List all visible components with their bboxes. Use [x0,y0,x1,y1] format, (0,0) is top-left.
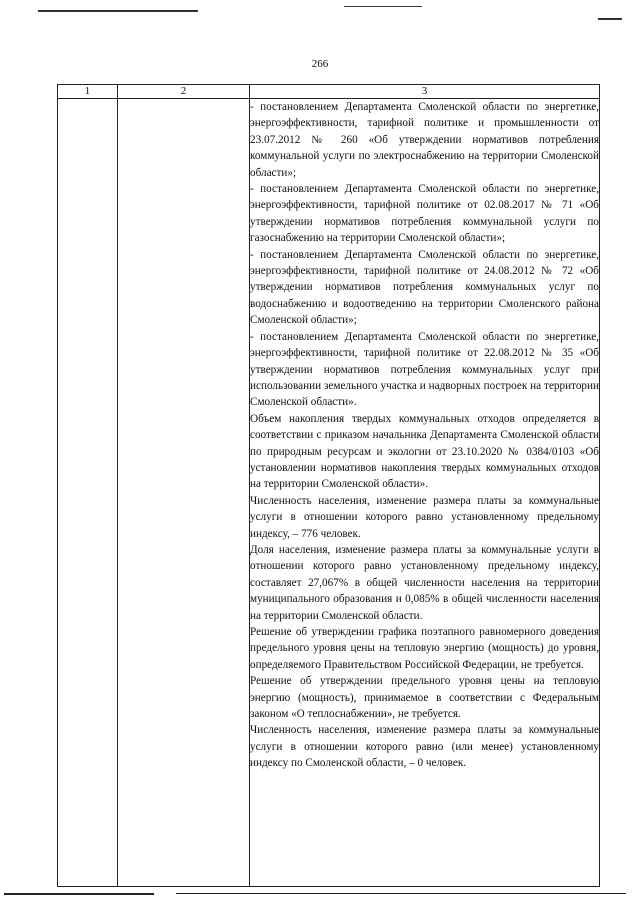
page-number: 266 [311,58,329,70]
column-header-2: 2 [118,85,250,99]
population-regional-index-paragraph: Численность населения, изменение размера платы за коммунальные услуги в отношении которого равно (или менее) установленному индексу по Смоленской области, – 0 человек. [250,724,599,770]
table-row [58,99,600,887]
scan-mark-bottom-left [4,893,154,895]
population-share-paragraph: Доля населения, изменение размера платы за коммунальные услуги в отношении которого равно установленному предельному индексу, составляет 27,067% в общей численности населения на территории муниципального образования и 0,085% в общей численности населения на территории Смоленской области. [250,543,599,622]
table-header-row [58,85,600,99]
price-limit-decision-paragraph: Решение об утверждении предельного уровня цены на тепловую энергию (мощность), принимаемое в соответствии с Федеральным законом «О теплоснабжении», не требуется. [250,675,599,721]
waste-accumulation-paragraph: Объем накопления твердых коммунальных отходов определяется в соответствии с приказом начальника Департамента Смоленской области по природным ресурсам и экологии от 23.10.2020 № 0384/0103 «Об установлении нормативов накопления твердых коммунальных отходов на территории Смоленской области». [250,412,599,491]
scan-mark-bottom-right [176,893,626,894]
column-header-3: 3 [250,85,600,99]
table-cell-column-3 [250,99,600,887]
resolution-water: - постановлением Департамента Смоленской области по энергетике, энергоэффективности, тарифной политике от 24.08.2012 № 72 «Об утверждении нормативов потребления коммунальных услуг по водоснабжению и водоотведению на территории Смоленского района Смоленской области»; [250,248,599,327]
table-cell-column-1 [58,99,118,887]
population-count-paragraph: Численность населения, изменение размера платы за коммунальные услуги в отношении которого равно установленному предельному индексу, – 776 человек. [250,494,599,540]
price-schedule-decision-paragraph: Решение об утверждении графика поэтапного равномерного доведения предельного уровня цены на тепловую энергию (мощность) до уровня, определяемого Правительством Российской Федерации, не требуется. [250,626,599,671]
resolution-land-plot: - постановлением Департамента Смоленской области по энергетике, энергоэффективности, тарифной политике от 22.08.2012 № 35 «Об утверждении нормативов потребления коммунальных услуг при использовании земельного участка и надворных построек на территории Смоленской области». [250,330,599,409]
resolution-electricity: - постановлением Департамента Смоленской области по энергетике, энергоэффективности, тарифной политике и промышленности от 23.07.2012 № 260 «Об утверждении нормативов потребления коммунальной услуги по электроснабжению на территории Смоленской области»; [250,101,599,179]
document-table [57,84,600,887]
column-header-1: 1 [58,85,118,99]
scan-mark-top-center [344,6,422,7]
scan-mark-top-left [38,10,198,12]
resolution-gas: - постановлением Департамента Смоленской области по энергетике, энергоэффективности, тарифной политике от 02.08.2017 № 71 «Об утверждении нормативов потребления коммунальной услуги по газоснабжению на территории Смоленской области»; [250,183,599,245]
scan-mark-top-right [598,18,622,20]
table-cell-column-2 [118,99,250,887]
